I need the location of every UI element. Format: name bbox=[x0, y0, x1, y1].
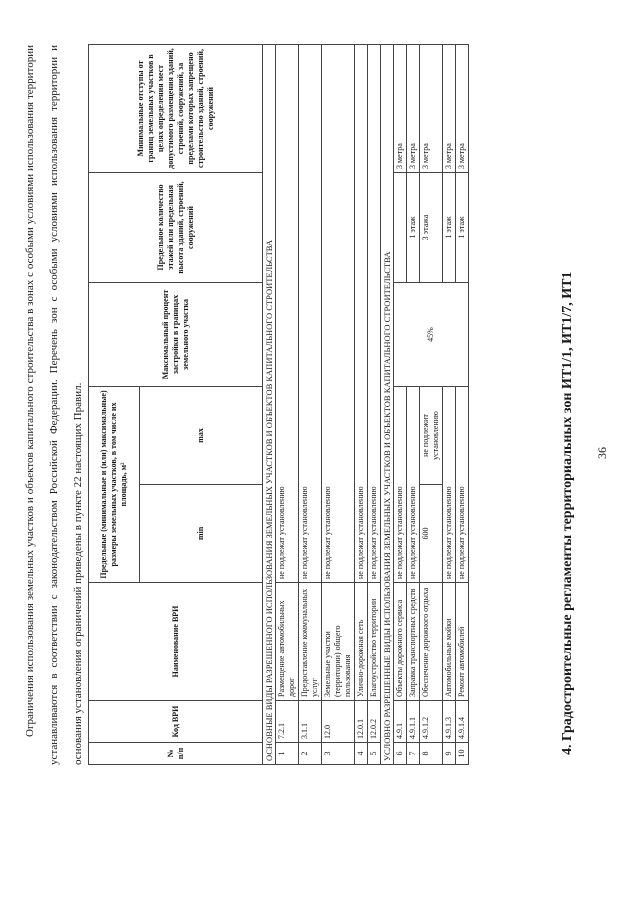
row-name: Благоустройство территории bbox=[368, 583, 381, 701]
table-row bbox=[456, 45, 469, 765]
header-size-min: min bbox=[140, 485, 263, 583]
row-name: Заправка транспортных средств bbox=[407, 583, 420, 701]
row-num: 3 bbox=[322, 743, 355, 765]
header-percent: Максимальный процент застройки в границах земельного участка bbox=[89, 283, 263, 387]
header-name: Наименование ВРИ bbox=[89, 583, 263, 701]
row-setback: 3 метра bbox=[407, 45, 420, 173]
table-row bbox=[407, 45, 420, 765]
row-size-min: 600 bbox=[420, 485, 443, 583]
row-setback: 3 метра bbox=[456, 45, 469, 173]
row-name: Земельные участки (территории) общего пользования bbox=[322, 583, 355, 701]
row-name: Предоставление коммунальных услуг bbox=[299, 583, 322, 701]
table-row bbox=[368, 45, 381, 765]
row-code: 4.9.1.1 bbox=[407, 701, 420, 743]
row-setback: 3 метра bbox=[394, 45, 407, 173]
row-num: 1 bbox=[276, 743, 299, 765]
row-code: 12.0 bbox=[322, 701, 355, 743]
row-percent: 45% bbox=[394, 283, 469, 387]
header-size-group: Предельные (минимальные и (или) максимальные) размеры земельных участков, в том числе их площадь, м² bbox=[89, 387, 140, 583]
row-floors: 1 этаж bbox=[456, 173, 469, 283]
header-code: Код ВРИ bbox=[89, 701, 263, 743]
row-floors bbox=[394, 173, 407, 283]
header-floors: Предельное количество этажей или предельная высота зданий, строений, сооружений bbox=[89, 173, 263, 283]
row-num: 6 bbox=[394, 743, 407, 765]
row-size: не подлежат установлению bbox=[394, 387, 407, 583]
row-name: Размещение автомобильных дорог bbox=[276, 583, 299, 701]
row-floors: 1 этаж bbox=[407, 173, 420, 283]
row-num: 5 bbox=[368, 743, 381, 765]
row-floors: 3 этажа bbox=[420, 173, 443, 283]
row-num: 4 bbox=[355, 743, 368, 765]
row-size: не подлежат установлению bbox=[456, 387, 469, 583]
row-size: не подлежат установлению bbox=[299, 45, 322, 583]
regulations-table bbox=[88, 44, 469, 765]
row-code: 4.9.1.4 bbox=[456, 701, 469, 743]
header-num: № п/п bbox=[89, 743, 263, 765]
row-size: не подлежат установлению bbox=[407, 387, 420, 583]
row-code: 3.1.1 bbox=[299, 701, 322, 743]
row-code: 12.0.1 bbox=[355, 701, 368, 743]
row-name: Объекты дорожного сервиса bbox=[394, 583, 407, 701]
section-title: 4. Градостроительные регламенты территориальных зон ИТ1/1, ИТ1/7, ИТ1 bbox=[560, 271, 575, 755]
header-setbacks: Минимальные отступы от границ земельных участков в целях определения мест допустимого размещения зданий, строений, сооружений, за пределами которых запрещено строительство зданий, строений, сооружений bbox=[89, 45, 263, 173]
row-num: 2 bbox=[299, 743, 322, 765]
row-size: не подлежат установлению bbox=[443, 387, 456, 583]
table-row bbox=[443, 45, 456, 765]
row-num: 10 bbox=[456, 743, 469, 765]
row-setback: 3 метра bbox=[420, 45, 443, 173]
table-row bbox=[355, 45, 368, 765]
table-row bbox=[394, 45, 407, 765]
section-title-main: ОСНОВНЫЕ ВИДЫ РАЗРЕШЕННОГО ИСПОЛЬЗОВАНИЯ ЗЕМЕЛЬНЫХ УЧАСТКОВ И ОБЪЕКТОВ КАПИТАЛЬНОГО СТРОИТЕЛЬСТВА bbox=[263, 45, 276, 765]
row-setback: 3 метра bbox=[443, 45, 456, 173]
row-code: 4.9.1.2 bbox=[420, 701, 443, 743]
page-number: 36 bbox=[595, 447, 609, 459]
row-size: не подлежат установлению bbox=[276, 45, 299, 583]
header-size-max: max bbox=[140, 387, 263, 485]
row-name: Автомобильные мойки bbox=[443, 583, 456, 701]
regulations-table-wrap bbox=[88, 45, 558, 765]
row-num: 7 bbox=[407, 743, 420, 765]
table-row bbox=[276, 45, 299, 765]
row-name: Улично-дорожная сеть bbox=[355, 583, 368, 701]
table-row bbox=[299, 45, 322, 765]
row-size: не подлежат установлению bbox=[368, 45, 381, 583]
row-num: 8 bbox=[420, 743, 443, 765]
row-code: 4.9.1 bbox=[394, 701, 407, 743]
restrictions-paragraph: Ограничения использования земельных участков и объектов капитального строительства в зонах с особыми условиями использования территории устанавливаются в соответствии с законодательством Российской Федерации. Перечень зон с особыми условиями использования территории и основания установления ограничений приведены в пункте 22 настоящих Правил. bbox=[24, 45, 84, 765]
table-row bbox=[322, 45, 355, 765]
row-name: Ремонт автомобилей bbox=[456, 583, 469, 701]
row-code: 4.9.1.3 bbox=[443, 701, 456, 743]
section-title-conditional: УСЛОВНО РАЗРЕШЕННЫЕ ВИДЫ ИСПОЛЬЗОВАНИЯ ЗЕМЕЛЬНЫХ УЧАСТКОВ И ОБЪЕКТОВ КАПИТАЛЬНОГО СТРОИТЕЛЬСТВА bbox=[381, 45, 394, 765]
row-code: 12.0.2 bbox=[368, 701, 381, 743]
row-size-max: не подлежит установлению bbox=[420, 387, 443, 485]
row-num: 9 bbox=[443, 743, 456, 765]
row-name: Обеспечение дорожного отдыха bbox=[420, 583, 443, 701]
row-floors: 1 этаж bbox=[443, 173, 456, 283]
table-row bbox=[420, 45, 443, 765]
row-size: не подлежат установлению bbox=[355, 45, 368, 583]
row-code: 7.2.1 bbox=[276, 701, 299, 743]
row-size: не подлежат установлению bbox=[322, 45, 355, 583]
